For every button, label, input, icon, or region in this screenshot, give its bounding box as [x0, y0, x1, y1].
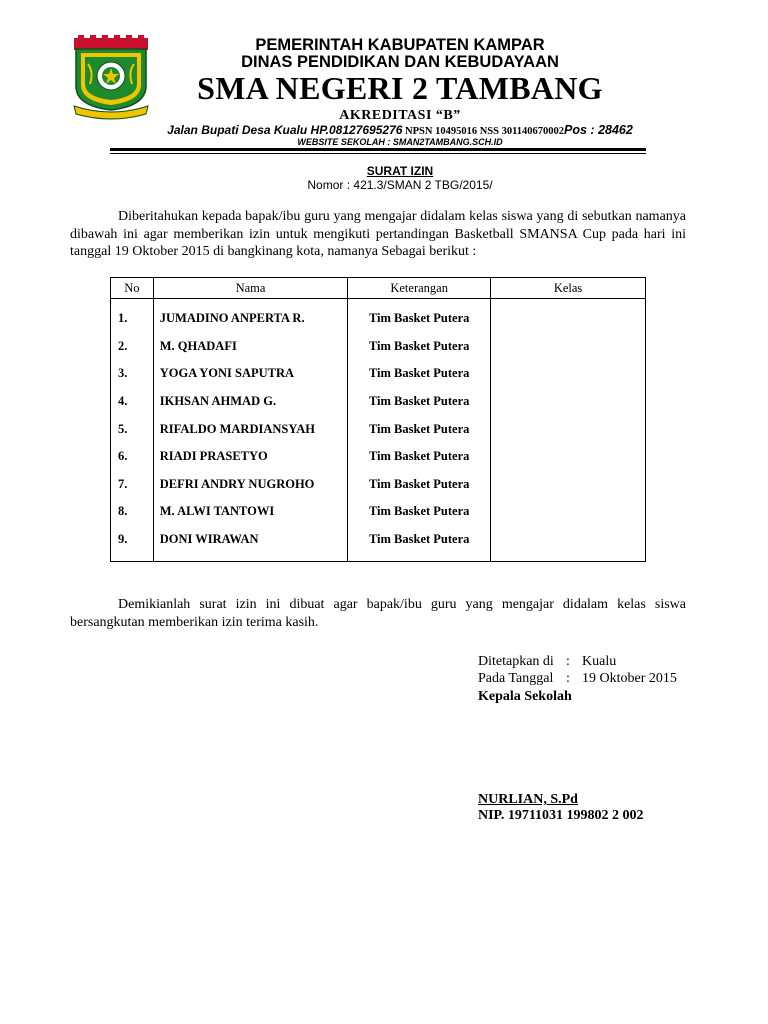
school-numbers: NPSN 10495016 NSS 301140670002 — [402, 126, 565, 137]
row-kelas — [491, 415, 646, 443]
row-keterangan: Tim Basket Putera — [348, 498, 491, 526]
row-no: 3. — [111, 360, 154, 388]
signer-position: Kepala Sekolah — [478, 689, 572, 704]
row-keterangan: Tim Basket Putera — [348, 299, 491, 333]
row-keterangan: Tim Basket Putera — [348, 360, 491, 388]
row-no: 2. — [111, 333, 154, 361]
row-keterangan: Tim Basket Putera — [348, 526, 491, 562]
header-keterangan: Keterangan — [348, 278, 491, 299]
letter-title: SURAT IZIN — [366, 164, 434, 178]
row-nama: DEFRI ANDRY NUGROHO — [153, 471, 347, 499]
signer-nip: NIP. 19711031 199802 2 002 — [478, 808, 644, 823]
letterhead-divider-thick — [110, 148, 646, 151]
place-value: Kualu — [582, 654, 617, 669]
row-kelas — [491, 388, 646, 416]
table-row — [111, 415, 646, 443]
row-nama: YOGA YONI SAPUTRA — [153, 360, 347, 388]
row-no: 6. — [111, 443, 154, 471]
row-kelas — [491, 443, 646, 471]
row-keterangan: Tim Basket Putera — [348, 443, 491, 471]
table-row — [111, 333, 646, 361]
row-no: 1. — [111, 299, 154, 333]
row-keterangan: Tim Basket Putera — [348, 415, 491, 443]
row-nama: DONI WIRAWAN — [153, 526, 347, 562]
table-row — [111, 471, 646, 499]
row-nama: RIADI PRASETYO — [153, 443, 347, 471]
table-row — [111, 388, 646, 416]
student-table — [110, 277, 646, 562]
row-kelas — [491, 526, 646, 562]
row-kelas — [491, 471, 646, 499]
school-name: SMA NEGERI 2 TAMBANG — [197, 70, 603, 106]
row-no: 4. — [111, 388, 154, 416]
regency-emblem-icon — [68, 34, 154, 120]
signature-date — [478, 671, 677, 687]
header-kelas: Kelas — [491, 278, 646, 299]
row-keterangan: Tim Basket Putera — [348, 333, 491, 361]
postal-code: Pos : 28462 — [564, 123, 633, 137]
intro-paragraph: Diberitahukan kepada bapak/ibu guru yang mengajar didalam kelas siswa yang di sebutkan namanya dibawah ini agar memberikan izin untuk mengikuti pertandingan Basketball SMANSA Cup pada hari ini tanggal 19 Oktober 2015 di bangkinang kota, namanya Sebagai berikut : — [70, 209, 686, 259]
header-nama: Nama — [153, 278, 347, 299]
date-colon: : — [566, 671, 570, 686]
department-name: DINAS PENDIDIKAN DAN KEBUDAYAAN — [241, 53, 559, 71]
table-header-row — [111, 278, 646, 299]
table-row — [111, 360, 646, 388]
place-label: Ditetapkan di — [478, 654, 554, 669]
row-nama: RIFALDO MARDIANSYAH — [153, 415, 347, 443]
row-nama: M. QHADAFI — [153, 333, 347, 361]
place-colon: : — [566, 654, 570, 669]
table-row — [111, 443, 646, 471]
row-nama: M. ALWI TANTOWI — [153, 498, 347, 526]
row-kelas — [491, 299, 646, 333]
address-text: Jalan Bupati Desa Kualu HP.08127695276 — [167, 123, 403, 137]
table-row — [111, 526, 646, 562]
row-no: 9. — [111, 526, 154, 562]
school-website: WEBSITE SEKOLAH : SMAN2TAMBANG.SCH.ID — [297, 137, 503, 147]
row-kelas — [491, 360, 646, 388]
row-keterangan: Tim Basket Putera — [348, 471, 491, 499]
table-row — [111, 299, 646, 333]
signer-name: NURLIAN, S.Pd — [478, 792, 578, 807]
signature-place — [478, 654, 616, 670]
header-no: No — [111, 278, 154, 299]
row-nama: JUMADINO ANPERTA R. — [153, 299, 347, 333]
table-row — [111, 498, 646, 526]
accreditation: AKREDITASI “B” — [339, 108, 461, 123]
row-kelas — [491, 498, 646, 526]
school-address — [110, 123, 690, 137]
row-no: 8. — [111, 498, 154, 526]
government-name: PEMERINTAH KABUPATEN KAMPAR — [255, 36, 545, 54]
closing-paragraph: Demikianlah surat izin ini dibuat agar bapak/ibu guru yang mengajar didalam kelas siswa bersangkutan memberikan izin terima kasih. — [70, 597, 686, 630]
row-keterangan: Tim Basket Putera — [348, 388, 491, 416]
row-kelas — [491, 333, 646, 361]
letterhead-divider-thin — [110, 153, 646, 154]
date-value: 19 Oktober 2015 — [582, 671, 677, 686]
row-nama: IKHSAN AHMAD G. — [153, 388, 347, 416]
letter-number: Nomor : 421.3/SMAN 2 TBG/2015/ — [307, 178, 493, 192]
row-no: 5. — [111, 415, 154, 443]
row-no: 7. — [111, 471, 154, 499]
date-label: Pada Tanggal — [478, 671, 554, 686]
